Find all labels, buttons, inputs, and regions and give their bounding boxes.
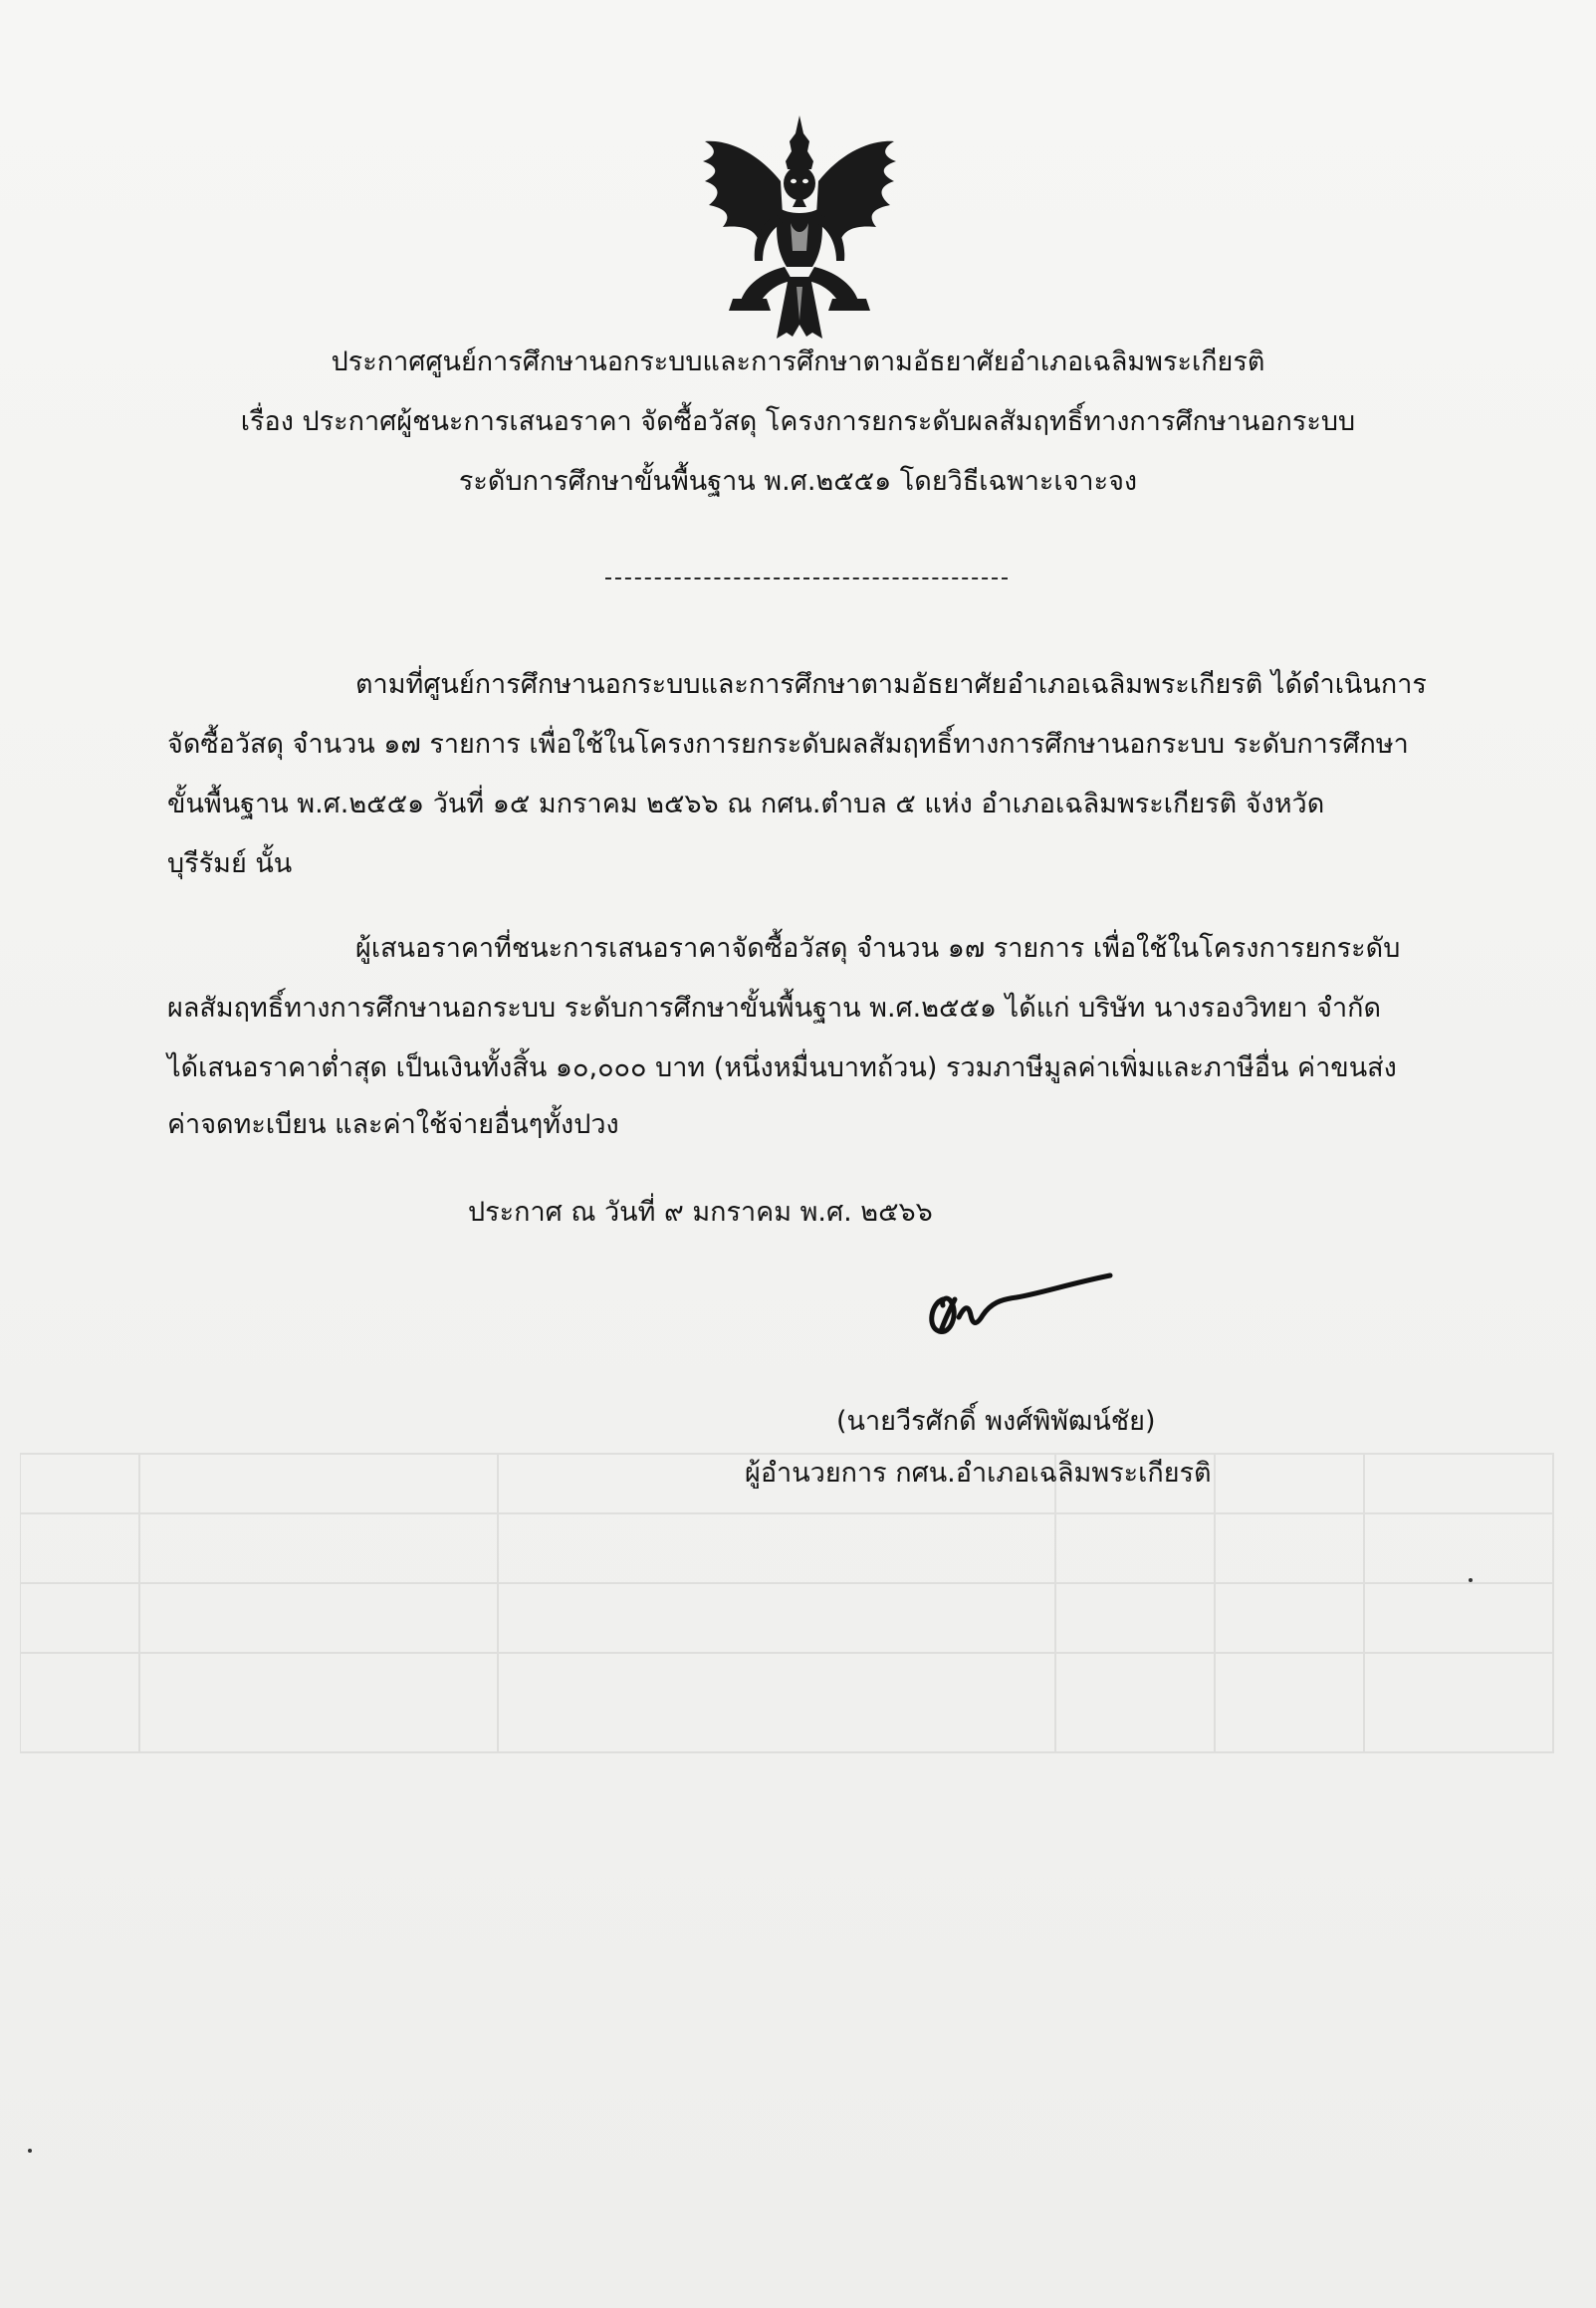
paper-speck — [1469, 1578, 1473, 1582]
paper-speck — [28, 2149, 32, 2153]
garuda-emblem-icon — [697, 112, 902, 341]
paragraph1-line2: จัดซื้อวัสดุ จำนวน ๑๗ รายการ เพื่อใช้ในโครงการยกระดับผลสัมฤทธิ์ทางการศึกษานอกระบบ ระดับการศึกษา — [167, 729, 1409, 760]
signer-name: (นายวีรศักดิ์ พงศ์พิพัฒน์ชัย) — [836, 1406, 1156, 1437]
paragraph1-line4: บุรีรัมย์ นั้น — [167, 848, 293, 879]
separator-dashes — [605, 577, 1008, 579]
reverse-side-show-through — [20, 1434, 1573, 1792]
paragraph2-line1: ผู้เสนอราคาที่ชนะการเสนอราคาจัดซื้อวัสดุ จำนวน ๑๗ รายการ เพื่อใช้ในโครงการยกระดับ — [355, 933, 1401, 964]
handwritten-signature-icon — [921, 1269, 1120, 1349]
announcement-date: ประกาศ ณ วันที่ ๙ มกราคม พ.ศ. ๒๕๖๖ — [468, 1197, 933, 1228]
announcement-subject-cont: ระดับการศึกษาขั้นพื้นฐาน พ.ศ.๒๕๕๑ โดยวิธีเฉพาะเจาะจง — [458, 466, 1138, 497]
announcement-title: ประกาศศูนย์การศึกษานอกระบบและการศึกษาตามอัธยาศัยอำเภอเฉลิมพระเกียรติ — [331, 346, 1265, 377]
paragraph2-line3: ได้เสนอราคาต่ำสุด เป็นเงินทั้งสิ้น ๑๐,๐๐๐ บาท (หนึ่งหมื่นบาทถ้วน) รวมภาษีมูลค่าเพิ่มและภาษีอื่น ค่าขนส่ง — [167, 1052, 1397, 1083]
announcement-subject: เรื่อง ประกาศผู้ชนะการเสนอราคา จัดซื้อวัสดุ โครงการยกระดับผลสัมฤทธิ์ทางการศึกษานอกระบบ — [240, 406, 1356, 437]
signer-title: ผู้อำนวยการ กศน.อำเภอเฉลิมพระเกียรติ — [745, 1458, 1212, 1489]
paragraph1-line1: ตามที่ศูนย์การศึกษานอกระบบและการศึกษาตามอัธยาศัยอำเภอเฉลิมพระเกียรติ ได้ดำเนินการ — [355, 669, 1427, 700]
paragraph2-line2: ผลสัมฤทธิ์ทางการศึกษานอกระบบ ระดับการศึกษาขั้นพื้นฐาน พ.ศ.๒๕๕๑ ได้แก่ บริษัท นางรองวิทยา จำกัด — [167, 993, 1381, 1024]
paragraph2-line4: ค่าจดทะเบียน และค่าใช้จ่ายอื่นๆทั้งปวง — [167, 1109, 619, 1140]
paragraph1-line3: ขั้นพื้นฐาน พ.ศ.๒๕๕๑ วันที่ ๑๕ มกราคม ๒๕๖๖ ณ กศน.ตำบล ๕ แห่ง อำเภอเฉลิมพระเกียรติ จังหวัด — [167, 789, 1325, 819]
